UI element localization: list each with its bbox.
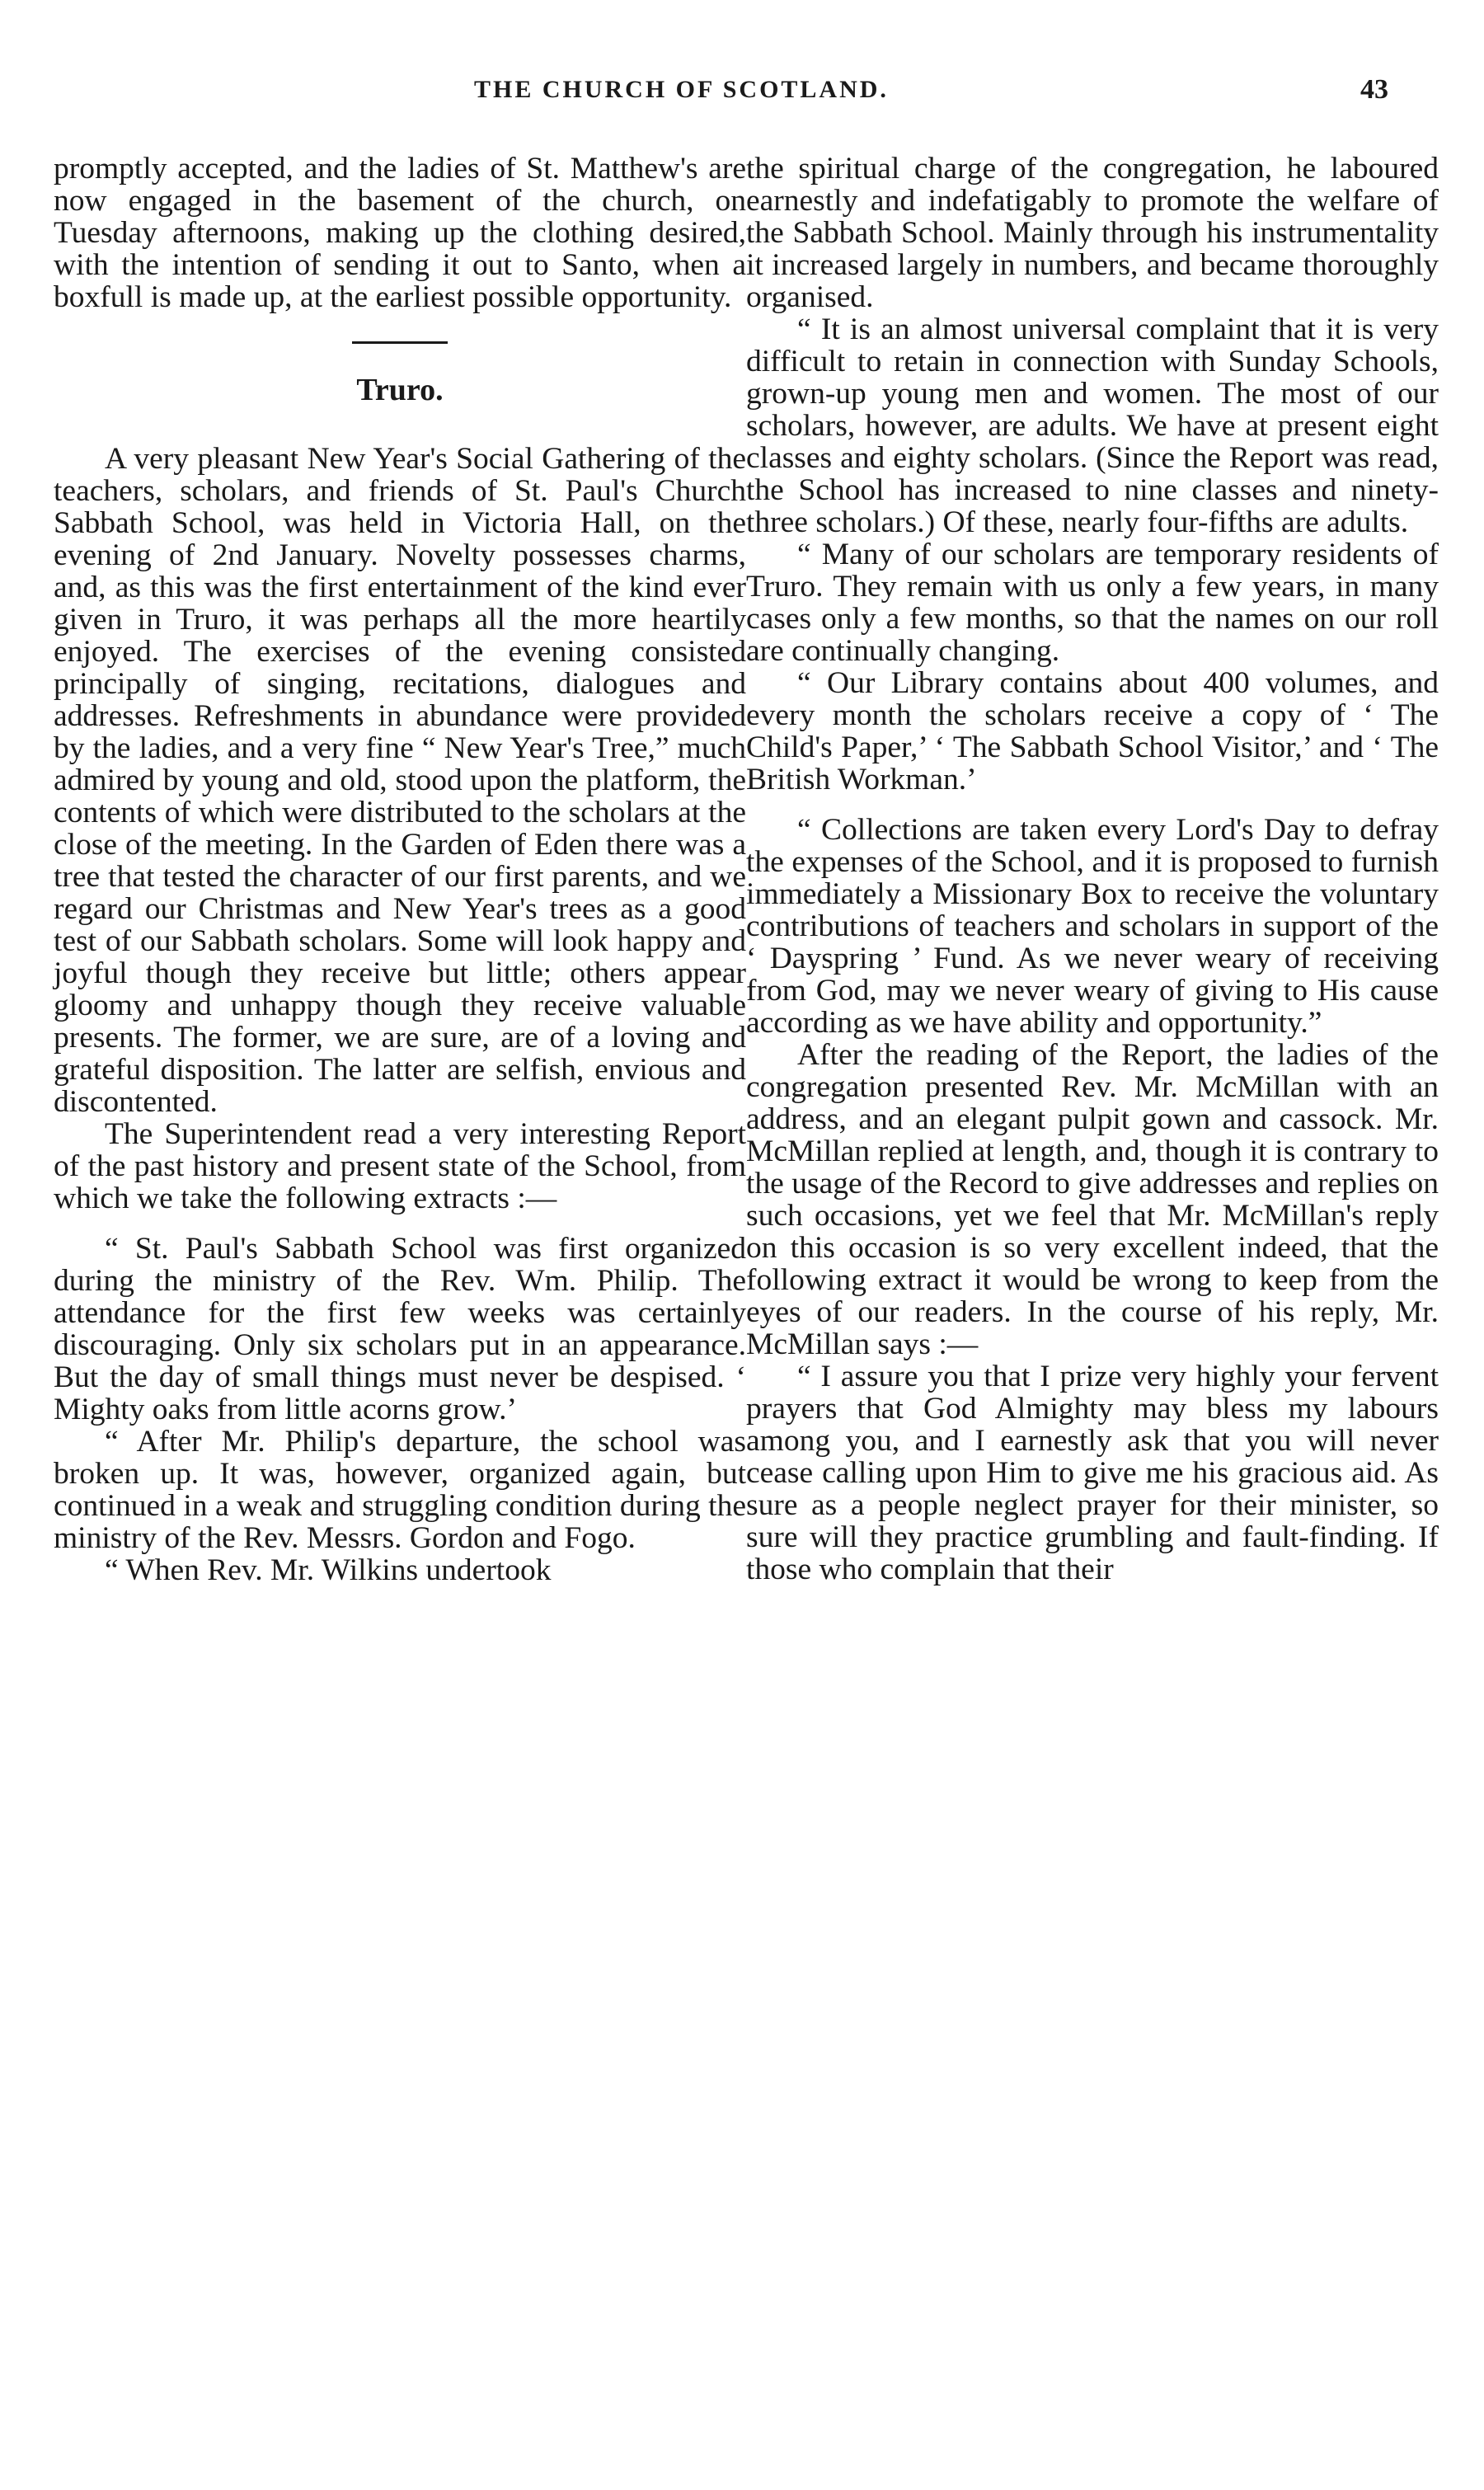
paragraph-wilkins: “ When Rev. Mr. Wilkins undertook: [105, 1553, 552, 1587]
paragraph-presentation: After the reading of the Report, the ladies of the congregation presented Rev. Mr. McMillan with an address, and an elegant pulpit gown and cassock. Mr. McMillan replied at length, and, though it is contrary to the usage of the Record to give addresses and replies on such occasions, yet we feel that Mr. McMillan's reply on this occasion is so very excellent indeed, that the following extract it would be wrong to keep from the eyes of our readers. In the course of his reply, Mr. McMillan says :—: [746, 1038, 1439, 1361]
paragraph-santo-clothing: promptly accepted, and the ladies of St. Matthew's are now engaged in the basement of the church, on Tuesday afternoons, making up the clothing desired, with the intention of sending it out to Santo, when a boxfull is made up, at the earliest possible opportunity.: [54, 152, 746, 314]
paragraph-library: “ Our Library contains about 400 volumes, and every month the scholars receive a copy of ‘ The Child's Paper,’ ‘ The Sabbath School Visitor,’ and ‘ The British Workman.’: [746, 666, 1439, 796]
right-column: [746, 153, 1439, 1586]
paragraph-school-founding: “ St. Paul's Sabbath School was first organized during the ministry of the Rev. Wm. Philip. The attendance for the first few weeks was certainly discouraging. Only six scholars put in an appearance. But the day of small things must never be despised. ‘ Mighty oaks from little acorns grow.’: [54, 1232, 746, 1426]
paragraph-superintendent-report: The Superintendent read a very interesting Report of the past history and present state of the School, from which we take the following extracts :—: [54, 1117, 746, 1215]
paragraph-collections: “ Collections are taken every Lord's Day to defray the expenses of the School, and it is proposed to furnish immediately a Missionary Box to receive the voluntary contributions of teachers and scholars in support of the ‘ Dayspring ’ Fund. As we never weary of receiving from God, may we never weary of giving to His cause according as we have ability and opportunity.”: [746, 813, 1439, 1040]
left-column: [54, 153, 746, 1586]
paragraph-adult-scholars: “ It is an almost universal complaint that it is very difficult to retain in connection with Sunday Schools, grown-up young men and women. The most of our scholars, however, are adults. We have at present eight classes and eighty scholars. (Since the Report was read, the School has increased to nine classes and ninety-three scholars.) Of these, nearly four-fifths are adults.: [746, 312, 1439, 539]
running-title: THE CHURCH OF SCOTLAND.: [474, 76, 889, 103]
page-number: 43: [1360, 74, 1388, 105]
paragraph-mcmillan-reply: “ I assure you that I prize very highly your fervent prayers that God Almighty may bless my labours among you, and I earnestly ask that you will never cease calling upon Him to give me his gracious aid. As sure as a people neglect prayer for their minister, so sure will they practice grumbling and fault-finding. If those who complain that their: [746, 1360, 1439, 1586]
running-head: [0, 76, 1484, 109]
paragraph-temporary-residents: “ Many of our scholars are temporary residents of Truro. They remain with us only a few years, in many cases only a few months, so that the names on our roll are continually changing.: [746, 538, 1439, 668]
section-divider: [352, 341, 448, 344]
paragraph-social-gathering: A very pleasant New Year's Social Gathering of the teachers, scholars, and friends of St. Paul's Church Sabbath School, was held in Victoria Hall, on the evening of 2nd January. Novelty possesses charms, and, as this was the first entertainment of the kind ever given in Truro, it was perhaps all the more heartily enjoyed. The exercises of the evening consisted principally of singing, recitations, dialogues and addresses. Refreshments in abundance were provided by the ladies, and a very fine “ New Year's Tree,” much admired by young and old, stood upon the platform, the contents of which were distributed to the scholars at the close of the meeting. In the Garden of Eden there was a tree that tested the character of our first parents, and we regard our Christmas and New Year's trees as a good test of our Sabbath scholars. Some will look happy and joyful though they receive but little; others appear gloomy and unhappy though they receive valuable presents. The former, we are sure, are of a loving and grateful disposition. The latter are selfish, envious and discontented.: [54, 442, 746, 1119]
paragraph-spiritual-charge: the spiritual charge of the congregation, he laboured earnestly and indefatigably to promote the welfare of the Sabbath School. Mainly through his instrumentality it increased largely in numbers, and became thoroughly organised.: [746, 152, 1439, 314]
paragraph-school-broken-up: “ After Mr. Philip's departure, the school was broken up. It was, however, organized again, but continued in a weak and struggling condition during the ministry of the Rev. Messrs. Gordon and Fogo.: [54, 1425, 746, 1555]
section-heading-truro: Truro.: [356, 373, 444, 407]
